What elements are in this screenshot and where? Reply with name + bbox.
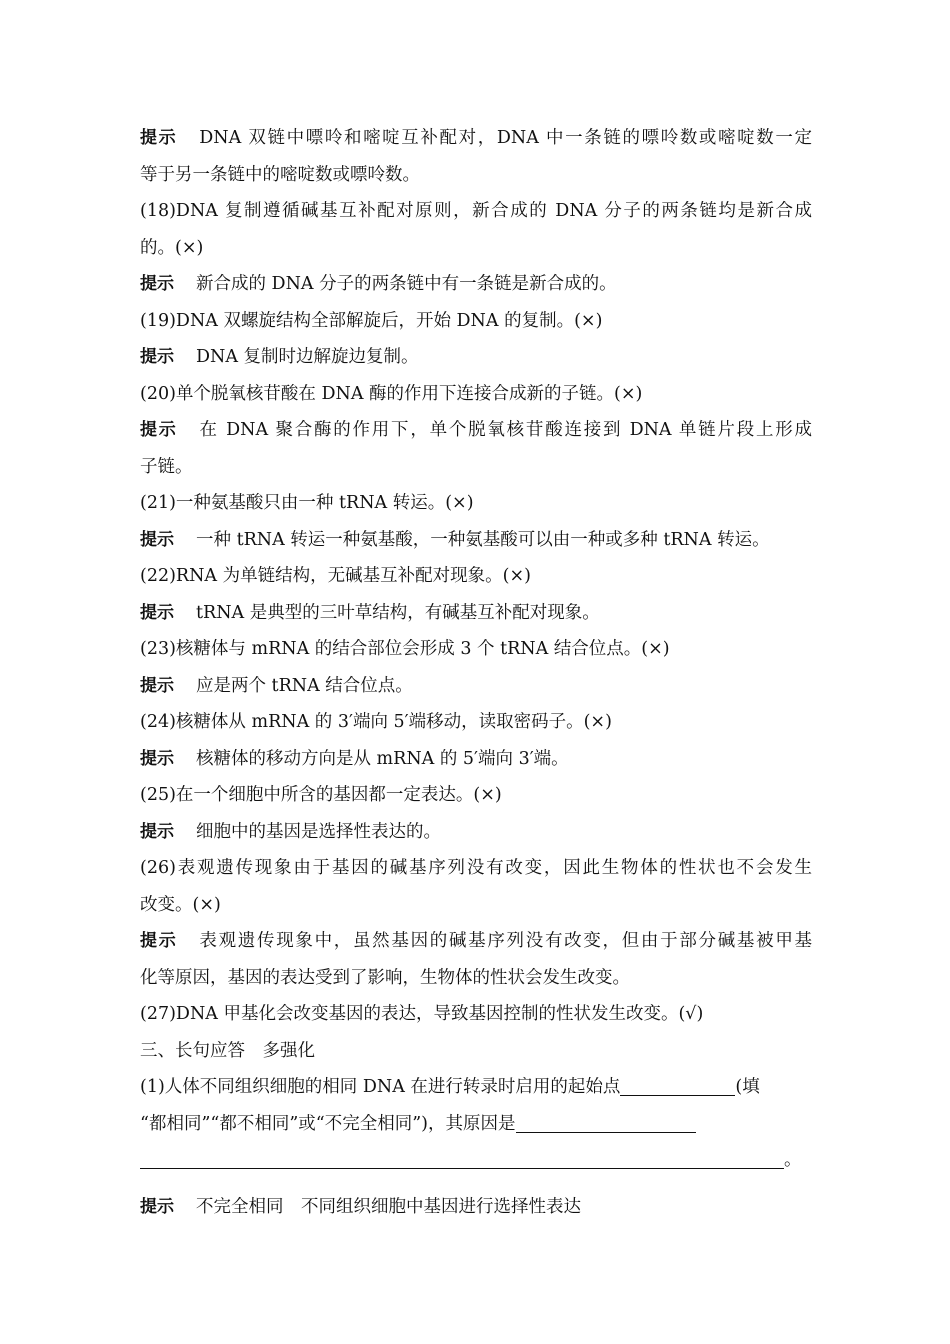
spacer — [140, 1179, 812, 1189]
hint-label: 提示 — [140, 347, 174, 367]
question-line — [140, 1142, 812, 1179]
question-text: “都相同”“都不相同”或“不完全相同”)，其原因是 — [140, 1113, 516, 1134]
line-text: (22)RNA 为单链结构，无碱基互补配对现象。(×) — [140, 566, 531, 586]
answer-blank[interactable] — [516, 1110, 696, 1133]
line-text: 细胞中的基因是选择性表达的。 — [196, 821, 441, 842]
text-line — [140, 193, 812, 230]
text-line — [140, 1033, 812, 1070]
hint-line — [140, 668, 812, 705]
text-line — [140, 485, 812, 522]
line-text: (24)核糖体从 mRNA 的 3′端向 5′端移动，读取密码子。(×) — [140, 712, 612, 732]
text-line — [140, 850, 812, 887]
line-text: (20)单个脱氧核苷酸在 DNA 酶的作用下连接合成新的子链。(×) — [140, 383, 643, 404]
line-text: DNA 复制时边解旋边复制。 — [196, 347, 419, 367]
hint-label: 提示 — [140, 274, 174, 294]
line-text: 化等原因，基因的表达受到了影响，生物体的性状会发生改变。 — [140, 967, 630, 988]
hint-label: 提示 — [140, 675, 174, 696]
hint-label: 提示 — [140, 602, 174, 623]
hint-line — [140, 412, 812, 449]
line-text: 的。(×) — [140, 237, 204, 258]
line-text: 新合成的 DNA 分子的两条链中有一条链是新合成的。 — [196, 274, 617, 294]
hint-line — [140, 120, 812, 157]
line-text: 等于另一条链中的嘧啶数或嘌呤数。 — [140, 164, 420, 185]
answer-blank[interactable] — [140, 1146, 784, 1169]
line-text: (18)DNA 复制遵循碱基互补配对原则，新合成的 DNA 分子的两条链均是新合成 — [140, 201, 812, 221]
line-text: (25)在一个细胞中所含的基因都一定表达。(×) — [140, 785, 502, 805]
hint-line — [140, 266, 812, 303]
hint-line — [140, 522, 812, 559]
text-line — [140, 230, 812, 267]
line-text: 表观遗传现象中，虽然基因的碱基序列没有改变，但由于部分碱基被甲基 — [199, 931, 813, 951]
document-body — [140, 120, 812, 1225]
line-text: 不完全相同 不同组织细胞中基因进行选择性表达 — [196, 1196, 581, 1217]
line-text: (23)核糖体与 mRNA 的结合部位会形成 3 个 tRNA 结合位点。(×) — [140, 639, 670, 659]
text-line — [140, 449, 812, 486]
text-line — [140, 777, 812, 814]
line-text: 一种 tRNA 转运一种氨基酸，一种氨基酸可以由一种或多种 tRNA 转运。 — [196, 529, 770, 550]
text-line — [140, 704, 812, 741]
hint-label: 提示 — [140, 821, 174, 842]
hint-label: 提示 — [140, 931, 178, 951]
line-text: (27)DNA 甲基化会改变基因的表达，导致基因控制的性状发生改变。(√) — [140, 1004, 704, 1024]
hint-line — [140, 1189, 812, 1226]
question-text: (填 — [735, 1077, 760, 1097]
text-line — [140, 376, 812, 413]
hint-label: 提示 — [140, 1196, 174, 1217]
line-text: 三、长句应答 多强化 — [140, 1040, 315, 1061]
question-text: (1)人体不同组织细胞的相同 DNA 在进行转录时启用的起始点 — [140, 1077, 621, 1097]
question-line — [140, 1106, 812, 1143]
answer-blank[interactable] — [620, 1073, 735, 1096]
hint-line — [140, 923, 812, 960]
text-line — [140, 960, 812, 997]
hint-label: 提示 — [140, 529, 174, 550]
line-text: (21)一种氨基酸只由一种 tRNA 转运。(×) — [140, 493, 474, 513]
text-line — [140, 157, 812, 194]
text-line — [140, 887, 812, 924]
question-line — [140, 1069, 812, 1106]
line-text: DNA 双链中嘌呤和嘧啶互补配对，DNA 中一条链的嘌呤数或嘧啶数一定 — [199, 128, 812, 148]
hint-line — [140, 814, 812, 851]
text-line — [140, 303, 812, 340]
text-line — [140, 996, 812, 1033]
text-line — [140, 631, 812, 668]
text-line — [140, 558, 812, 595]
hint-label: 提示 — [140, 128, 178, 148]
line-text: 应是两个 tRNA 结合位点。 — [196, 675, 413, 696]
hint-line — [140, 741, 812, 778]
hint-line — [140, 339, 812, 376]
line-text: 核糖体的移动方向是从 mRNA 的 5′端向 3′端。 — [196, 748, 569, 769]
hint-line — [140, 595, 812, 632]
hint-label: 提示 — [140, 420, 178, 440]
question-text: 。 — [784, 1150, 802, 1170]
line-text: (26)表观遗传现象由于基因的碱基序列没有改变，因此生物体的性状也不会发生 — [140, 858, 812, 878]
line-text: 在 DNA 聚合酶的作用下，单个脱氧核苷酸连接到 DNA 单链片段上形成 — [199, 420, 813, 440]
line-text: (19)DNA 双螺旋结构全部解旋后，开始 DNA 的复制。(×) — [140, 310, 603, 331]
line-text: 改变。(×) — [140, 894, 221, 915]
line-text: tRNA 是典型的三叶草结构，有碱基互补配对现象。 — [196, 602, 600, 623]
line-text: 子链。 — [140, 456, 193, 477]
hint-label: 提示 — [140, 748, 174, 769]
